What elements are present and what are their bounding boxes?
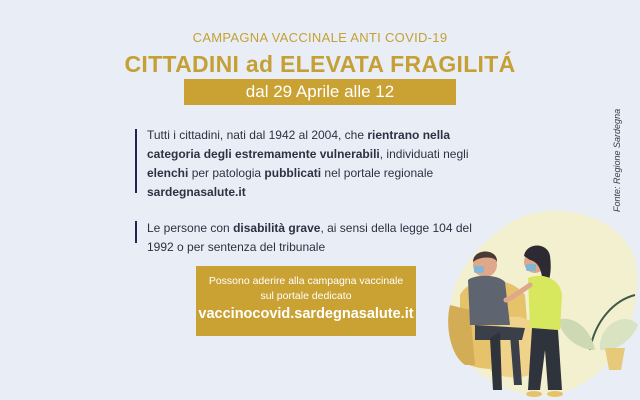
p1-text-4: nel portale regionale (321, 166, 434, 180)
p1-text-3: per patologia (188, 166, 265, 180)
callout-line1: Possono aderire alla campagna vaccinale (208, 275, 404, 287)
callout-line2: sul portale dedicato (260, 290, 352, 302)
p1-bold-2: elenchi (147, 166, 189, 180)
p2-text-1: Le persone con (147, 221, 234, 235)
page-title: CITTADINI ad ELEVATA FRAGILITÁ (124, 51, 516, 77)
p1-text-2: , individuati negli (379, 147, 469, 161)
callout-box (196, 266, 416, 336)
p1-bold-4: sardegnasalute.it (147, 185, 246, 199)
date-band: dal 29 Aprile alle 12 (184, 79, 456, 105)
p2-bold-1: disabilità grave (233, 221, 321, 235)
p1-text-1: Tutti i cittadini, nati dal 1942 al 2004, che (147, 128, 368, 142)
p2-text-2: , ai sensi della legge 104 del 1992 o per sentenza del tribunale (147, 221, 472, 254)
vaccination-scene-icon (430, 200, 640, 400)
callout-url-link[interactable]: vaccinocovid.sardegnasalute.it (198, 306, 414, 322)
paragraph-eligible-citizens (147, 126, 487, 202)
p1-bold-3: pubblicati (264, 166, 322, 180)
header (0, 30, 640, 78)
paragraph1-accent-bar (135, 129, 137, 193)
campaign-kicker: CAMPAGNA VACCINALE ANTI COVID-19 (192, 30, 448, 45)
source-credit: Fonte: Regione Sardegna (612, 108, 622, 212)
paragraph2-accent-bar (135, 221, 137, 243)
p1-bold-1: rientrano nella categoria degli estremamente vulnerabili (147, 128, 451, 161)
